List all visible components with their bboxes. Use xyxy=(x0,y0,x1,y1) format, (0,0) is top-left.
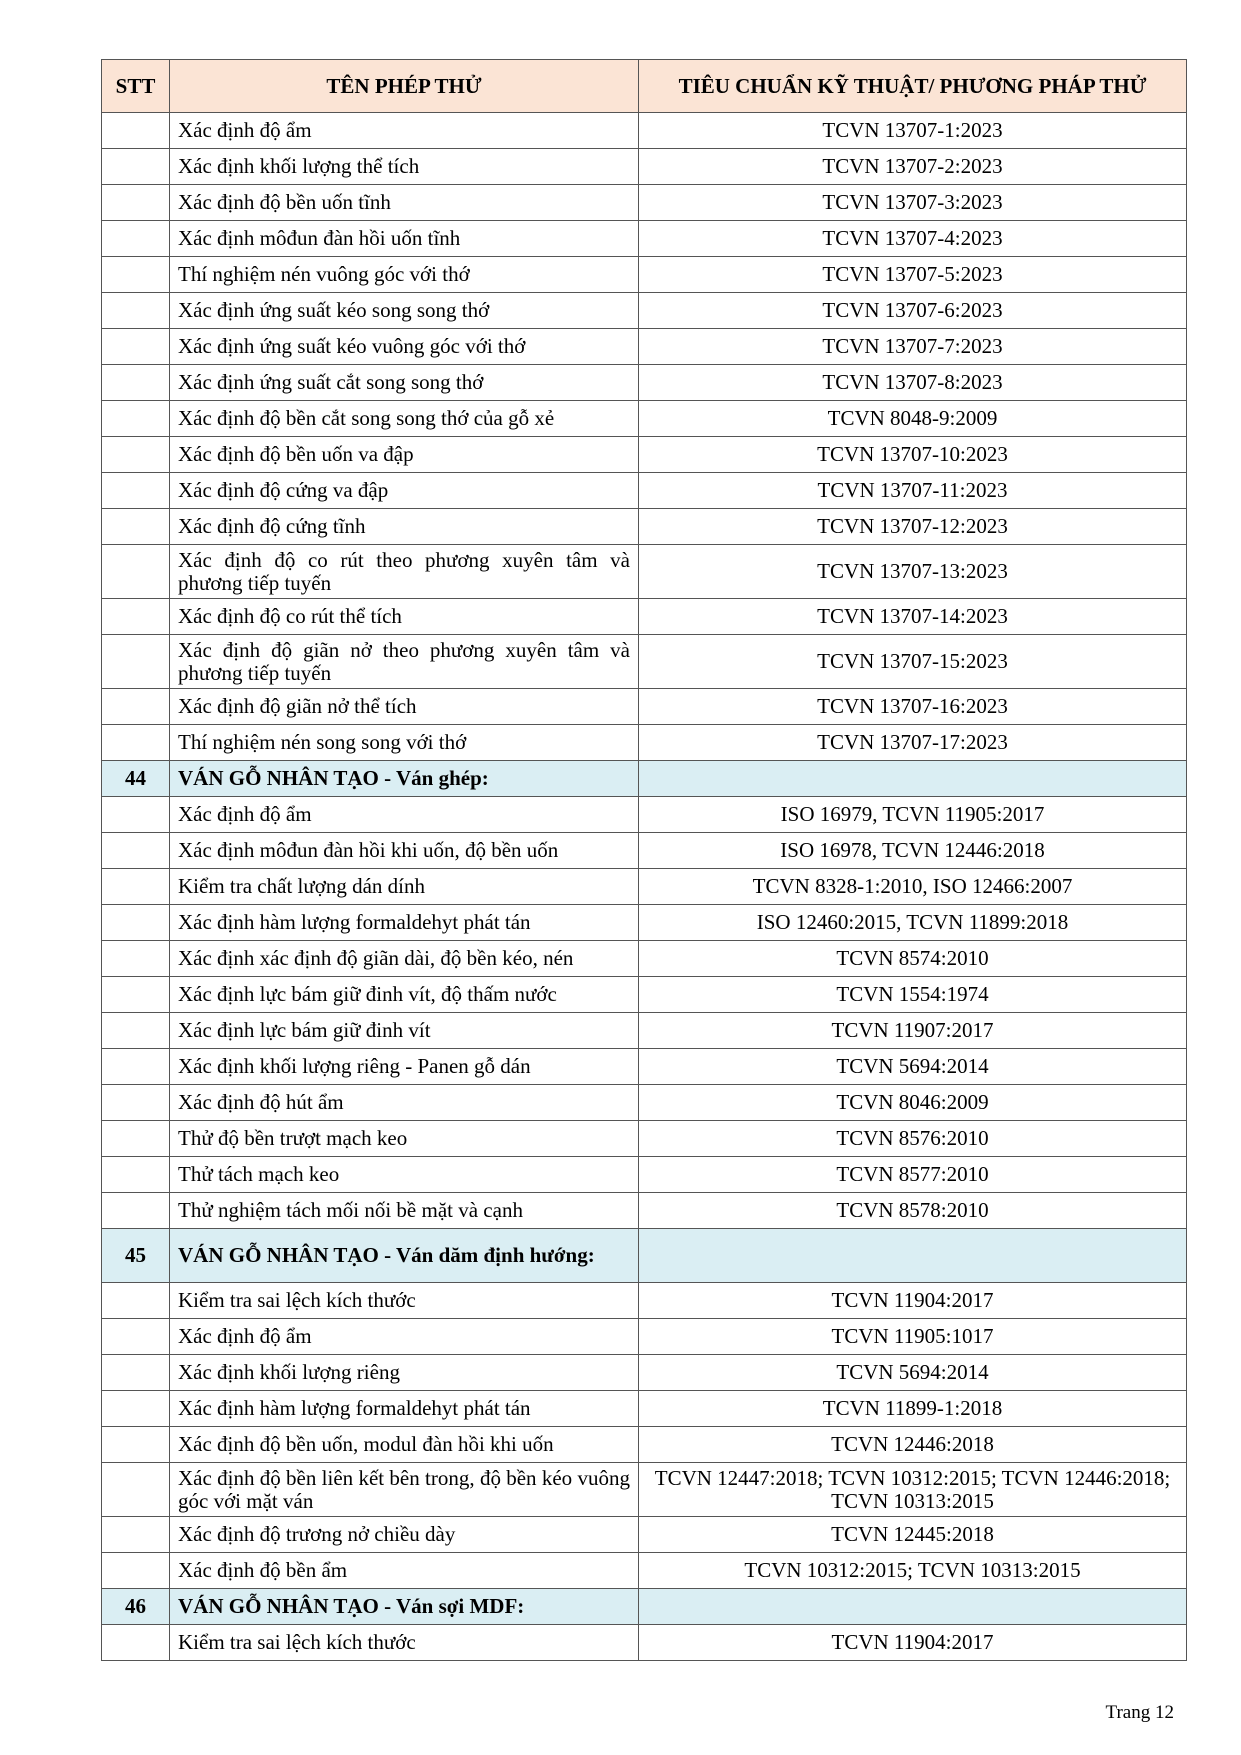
standard-cell: TCVN 12447:2018; TCVN 10312:2015; TCVN 12446:2018; TCVN 10313:2015 xyxy=(639,1463,1187,1517)
standard-cell: TCVN 13707-11:2023 xyxy=(639,473,1187,509)
test-name-cell: Xác định lực bám giữ đinh vít, độ thấm nước xyxy=(170,977,639,1013)
standard-cell: TCVN 13707-10:2023 xyxy=(639,437,1187,473)
page-number: Trang 12 xyxy=(1105,1702,1174,1723)
test-name-cell: Xác định xác định độ giãn dài, độ bền kéo, nén xyxy=(170,941,639,977)
test-name-cell: Xác định độ hút ẩm xyxy=(170,1085,639,1121)
test-name-cell: Xác định độ giãn nở thể tích xyxy=(170,689,639,725)
table-row xyxy=(102,1553,1187,1589)
standard-cell: TCVN 10312:2015; TCVN 10313:2015 xyxy=(639,1553,1187,1589)
table-row xyxy=(102,149,1187,185)
standard-cell: TCVN 1554:1974 xyxy=(639,977,1187,1013)
section-row xyxy=(102,761,1187,797)
test-name-cell: Xác định môđun đàn hồi uốn tĩnh xyxy=(170,221,639,257)
table-row xyxy=(102,365,1187,401)
test-name-cell: Xác định độ cứng va đập xyxy=(170,473,639,509)
table-row xyxy=(102,599,1187,635)
stt-cell xyxy=(102,941,170,977)
standard-cell: TCVN 13707-12:2023 xyxy=(639,509,1187,545)
stt-cell xyxy=(102,797,170,833)
standard-cell: TCVN 13707-1:2023 xyxy=(639,113,1187,149)
stt-cell xyxy=(102,725,170,761)
test-name-cell: Xác định khối lượng riêng xyxy=(170,1355,639,1391)
stt-cell xyxy=(102,1553,170,1589)
header-standard: TIÊU CHUẨN KỸ THUẬT/ PHƯƠNG PHÁP THỬ xyxy=(639,60,1187,113)
stt-cell xyxy=(102,1391,170,1427)
test-name-cell: Xác định lực bám giữ đinh vít xyxy=(170,1013,639,1049)
table-row xyxy=(102,869,1187,905)
test-name-cell: Kiểm tra sai lệch kích thước xyxy=(170,1625,639,1661)
standard-cell: TCVN 12446:2018 xyxy=(639,1427,1187,1463)
table-row xyxy=(102,1193,1187,1229)
header-stt: STT xyxy=(102,60,170,113)
test-name-cell: Xác định ứng suất kéo song song thớ xyxy=(170,293,639,329)
standard-cell: TCVN 5694:2014 xyxy=(639,1049,1187,1085)
test-name-cell: Xác định khối lượng thể tích xyxy=(170,149,639,185)
test-name-cell: Xác định độ ẩm xyxy=(170,1319,639,1355)
stt-cell xyxy=(102,1193,170,1229)
stt-cell xyxy=(102,545,170,599)
standard-cell: TCVN 13707-7:2023 xyxy=(639,329,1187,365)
stt-cell xyxy=(102,1049,170,1085)
stt-cell xyxy=(102,599,170,635)
table-row xyxy=(102,113,1187,149)
stt-cell xyxy=(102,1283,170,1319)
table-row xyxy=(102,725,1187,761)
table-row xyxy=(102,473,1187,509)
table-row xyxy=(102,509,1187,545)
stt-cell xyxy=(102,149,170,185)
standard-cell: TCVN 13707-2:2023 xyxy=(639,149,1187,185)
test-name-cell: Xác định khối lượng riêng - Panen gỗ dán xyxy=(170,1049,639,1085)
table-row xyxy=(102,1013,1187,1049)
test-name-cell: Xác định độ co rút theo phương xuyên tâm và phương tiếp tuyến xyxy=(170,545,639,599)
standard-cell: ISO 12460:2015, TCVN 11899:2018 xyxy=(639,905,1187,941)
stt-cell xyxy=(102,473,170,509)
stt-cell xyxy=(102,401,170,437)
stt-cell xyxy=(102,221,170,257)
table-row xyxy=(102,1085,1187,1121)
table-row xyxy=(102,1121,1187,1157)
standard-cell: TCVN 8576:2010 xyxy=(639,1121,1187,1157)
test-name-cell: Thử tách mạch keo xyxy=(170,1157,639,1193)
standard-cell: TCVN 8048-9:2009 xyxy=(639,401,1187,437)
section-row xyxy=(102,1589,1187,1625)
stt-cell xyxy=(102,113,170,149)
table-row xyxy=(102,185,1187,221)
stt-cell xyxy=(102,1013,170,1049)
standard-cell: TCVN 11904:2017 xyxy=(639,1625,1187,1661)
table-row xyxy=(102,1391,1187,1427)
standard-cell: TCVN 13707-8:2023 xyxy=(639,365,1187,401)
stt-cell xyxy=(102,365,170,401)
test-name-cell: Xác định độ ẩm xyxy=(170,113,639,149)
table-row xyxy=(102,1283,1187,1319)
stt-cell xyxy=(102,1355,170,1391)
test-name-cell: Xác định ứng suất cắt song song thớ xyxy=(170,365,639,401)
standard-cell: TCVN 11904:2017 xyxy=(639,1283,1187,1319)
standard-cell: ISO 16979, TCVN 11905:2017 xyxy=(639,797,1187,833)
test-name-cell: Xác định độ bền cắt song song thớ của gỗ xẻ xyxy=(170,401,639,437)
table-row xyxy=(102,689,1187,725)
section-row xyxy=(102,1229,1187,1283)
standard-cell: TCVN 8578:2010 xyxy=(639,1193,1187,1229)
table-row xyxy=(102,293,1187,329)
test-name-cell: Xác định môđun đàn hồi khi uốn, độ bền uốn xyxy=(170,833,639,869)
test-name-cell: Kiểm tra sai lệch kích thước xyxy=(170,1283,639,1319)
test-name-cell: Thử nghiệm tách mối nối bề mặt và cạnh xyxy=(170,1193,639,1229)
standard-cell: TCVN 13707-13:2023 xyxy=(639,545,1187,599)
test-name-cell: Xác định độ giãn nở theo phương xuyên tâm và phương tiếp tuyến xyxy=(170,635,639,689)
section-number: 45 xyxy=(102,1229,170,1283)
table-row xyxy=(102,1625,1187,1661)
test-name-cell: Xác định độ bền liên kết bên trong, độ bền kéo vuông góc với mặt ván xyxy=(170,1463,639,1517)
stt-cell xyxy=(102,257,170,293)
stt-cell xyxy=(102,977,170,1013)
section-title: VÁN GỖ NHÂN TẠO - Ván dăm định hướng: xyxy=(170,1229,639,1283)
stt-cell xyxy=(102,689,170,725)
section-standard-cell xyxy=(639,1229,1187,1283)
table-row xyxy=(102,1463,1187,1517)
stt-cell xyxy=(102,1625,170,1661)
stt-cell xyxy=(102,185,170,221)
test-name-cell: Kiểm tra chất lượng dán dính xyxy=(170,869,639,905)
test-name-cell: Xác định hàm lượng formaldehyt phát tán xyxy=(170,905,639,941)
stt-cell xyxy=(102,1085,170,1121)
stt-cell xyxy=(102,1427,170,1463)
test-name-cell: Xác định hàm lượng formaldehyt phát tán xyxy=(170,1391,639,1427)
table-row xyxy=(102,941,1187,977)
stt-cell xyxy=(102,437,170,473)
stt-cell xyxy=(102,833,170,869)
table-row xyxy=(102,1157,1187,1193)
standard-cell: ISO 16978, TCVN 12446:2018 xyxy=(639,833,1187,869)
stt-cell xyxy=(102,1463,170,1517)
standard-cell: TCVN 11907:2017 xyxy=(639,1013,1187,1049)
standard-cell: TCVN 8328-1:2010, ISO 12466:2007 xyxy=(639,869,1187,905)
table-row xyxy=(102,545,1187,599)
table-row xyxy=(102,437,1187,473)
stt-cell xyxy=(102,869,170,905)
standard-cell: TCVN 13707-14:2023 xyxy=(639,599,1187,635)
stt-cell xyxy=(102,1157,170,1193)
stt-cell xyxy=(102,1121,170,1157)
standard-cell: TCVN 12445:2018 xyxy=(639,1517,1187,1553)
test-name-cell: Xác định độ cứng tĩnh xyxy=(170,509,639,545)
standard-cell: TCVN 13707-5:2023 xyxy=(639,257,1187,293)
test-name-cell: Thí nghiệm nén song song với thớ xyxy=(170,725,639,761)
header-test-name: TÊN PHÉP THỬ xyxy=(170,60,639,113)
standard-cell: TCVN 13707-15:2023 xyxy=(639,635,1187,689)
standard-cell: TCVN 13707-4:2023 xyxy=(639,221,1187,257)
table-row xyxy=(102,797,1187,833)
test-name-cell: Xác định độ bền uốn tĩnh xyxy=(170,185,639,221)
standard-cell: TCVN 5694:2014 xyxy=(639,1355,1187,1391)
table-row xyxy=(102,905,1187,941)
stt-cell xyxy=(102,1517,170,1553)
table-row xyxy=(102,401,1187,437)
table-row xyxy=(102,1319,1187,1355)
table-header-row xyxy=(102,60,1187,113)
table-row xyxy=(102,329,1187,365)
section-title: VÁN GỖ NHÂN TẠO - Ván sợi MDF: xyxy=(170,1589,639,1625)
table-row xyxy=(102,1517,1187,1553)
standard-cell: TCVN 8577:2010 xyxy=(639,1157,1187,1193)
test-name-cell: Thử độ bền trượt mạch keo xyxy=(170,1121,639,1157)
stt-cell xyxy=(102,509,170,545)
section-number: 44 xyxy=(102,761,170,797)
table-row xyxy=(102,833,1187,869)
table-row xyxy=(102,635,1187,689)
test-standards-table xyxy=(101,59,1187,1661)
table-row xyxy=(102,1049,1187,1085)
section-number: 46 xyxy=(102,1589,170,1625)
table-body xyxy=(102,113,1187,1661)
test-name-cell: Xác định độ bền uốn va đập xyxy=(170,437,639,473)
test-name-cell: Xác định độ bền ẩm xyxy=(170,1553,639,1589)
stt-cell xyxy=(102,1319,170,1355)
test-name-cell: Thí nghiệm nén vuông góc với thớ xyxy=(170,257,639,293)
standard-cell: TCVN 13707-16:2023 xyxy=(639,689,1187,725)
standard-cell: TCVN 13707-17:2023 xyxy=(639,725,1187,761)
section-standard-cell xyxy=(639,1589,1187,1625)
standard-cell: TCVN 13707-3:2023 xyxy=(639,185,1187,221)
standard-cell: TCVN 8574:2010 xyxy=(639,941,1187,977)
stt-cell xyxy=(102,905,170,941)
test-name-cell: Xác định độ bền uốn, modul đàn hồi khi uốn xyxy=(170,1427,639,1463)
stt-cell xyxy=(102,293,170,329)
standard-cell: TCVN 11905:1017 xyxy=(639,1319,1187,1355)
table-row xyxy=(102,221,1187,257)
test-name-cell: Xác định ứng suất kéo vuông góc với thớ xyxy=(170,329,639,365)
test-name-cell: Xác định độ ẩm xyxy=(170,797,639,833)
test-name-cell: Xác định độ trương nở chiều dày xyxy=(170,1517,639,1553)
section-standard-cell xyxy=(639,761,1187,797)
stt-cell xyxy=(102,329,170,365)
table-row xyxy=(102,257,1187,293)
standard-cell: TCVN 13707-6:2023 xyxy=(639,293,1187,329)
standard-cell: TCVN 8046:2009 xyxy=(639,1085,1187,1121)
table-row xyxy=(102,1355,1187,1391)
table-row xyxy=(102,1427,1187,1463)
stt-cell xyxy=(102,635,170,689)
table-row xyxy=(102,977,1187,1013)
section-title: VÁN GỖ NHÂN TẠO - Ván ghép: xyxy=(170,761,639,797)
test-name-cell: Xác định độ co rút thể tích xyxy=(170,599,639,635)
standard-cell: TCVN 11899-1:2018 xyxy=(639,1391,1187,1427)
